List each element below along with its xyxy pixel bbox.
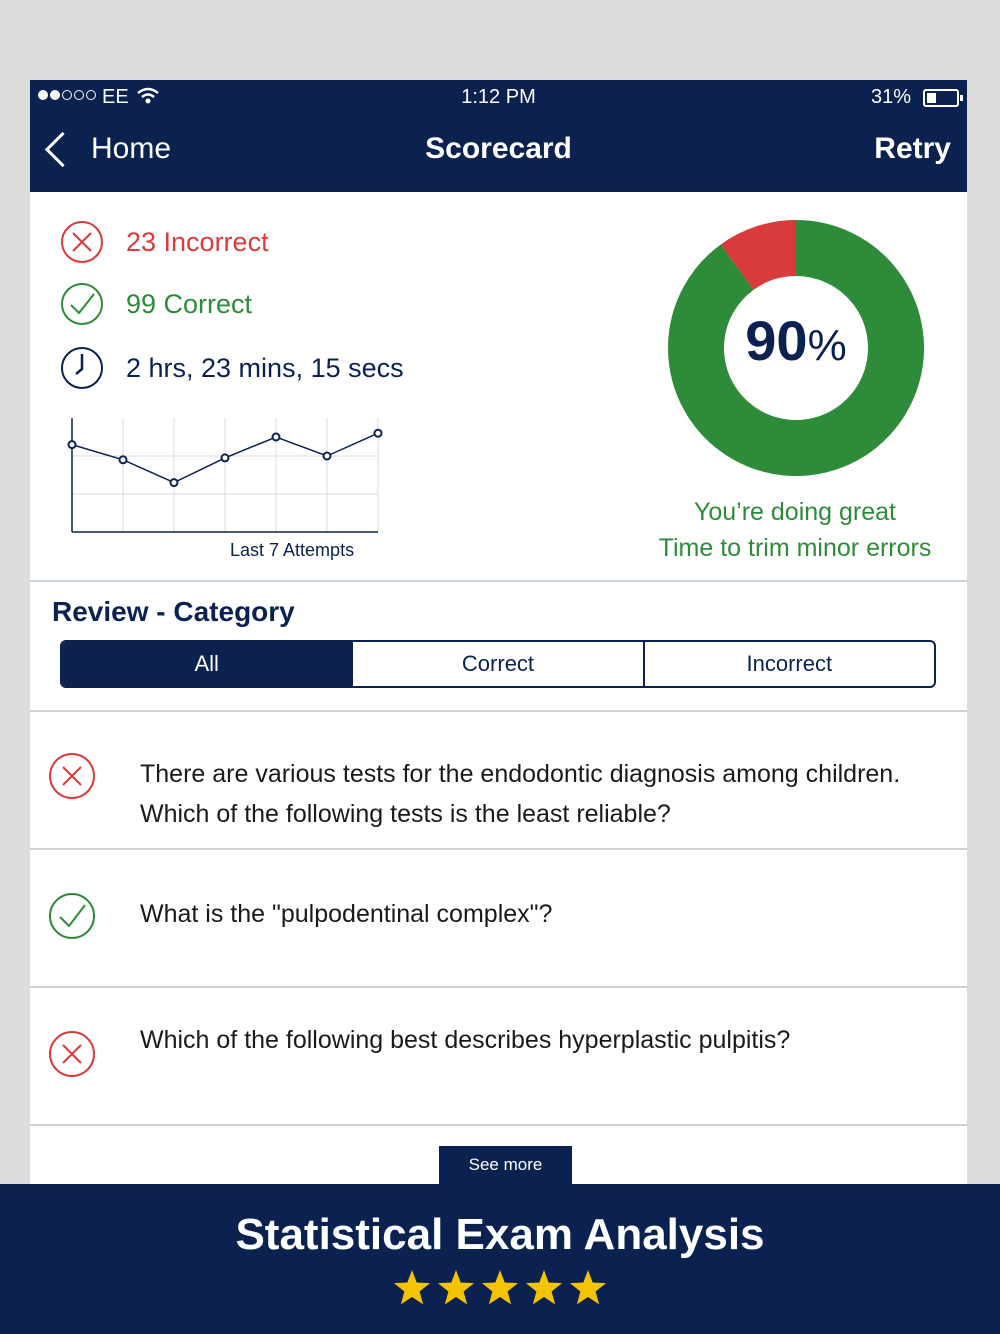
scorecard-screen xyxy=(30,80,967,1184)
page-title: Scorecard xyxy=(425,132,572,165)
section-divider xyxy=(30,580,967,582)
incorrect-count-row xyxy=(60,220,269,264)
incorrect-icon xyxy=(48,1030,96,1078)
praise-line-1: You’re doing great xyxy=(693,498,896,526)
question-text: What is the "pulpodentinal complex"? xyxy=(140,900,553,928)
promo-banner xyxy=(0,1184,1000,1334)
battery-percent: 31% xyxy=(870,86,911,108)
data-point xyxy=(69,441,76,448)
status-time: 1:12 PM xyxy=(461,86,536,108)
incorrect-icon xyxy=(48,752,96,800)
praise-line-2: Time to trim minor errors xyxy=(658,534,932,562)
question-row[interactable] xyxy=(30,848,967,988)
star-icon xyxy=(480,1268,520,1308)
question-text: Which of the following best describes hyperplastic pulpitis? xyxy=(140,1026,791,1054)
score-percentage xyxy=(668,308,924,373)
score-number: 90 xyxy=(745,309,808,372)
review-title: Review - Category xyxy=(52,596,295,627)
question-row[interactable] xyxy=(30,710,967,850)
data-point xyxy=(120,456,127,463)
status-bar xyxy=(30,80,967,118)
data-point xyxy=(171,479,178,486)
star-icon xyxy=(568,1268,608,1308)
nav-bar xyxy=(30,124,967,184)
question-row[interactable] xyxy=(30,986,967,1126)
clock-icon xyxy=(60,346,104,390)
header xyxy=(30,80,967,192)
list-end-divider xyxy=(30,1124,967,1126)
question-text: There are various tests for the endodontic diagnosis among children. Which of the following tests is the least reliable? xyxy=(140,760,901,828)
retry-button[interactable]: Retry xyxy=(874,132,951,165)
correct-circle-icon xyxy=(60,282,104,326)
review-filter-tabs xyxy=(60,640,936,688)
see-more-button[interactable]: See more xyxy=(439,1146,572,1184)
encouragement-text xyxy=(630,494,960,566)
data-point xyxy=(375,430,382,437)
battery-icon xyxy=(923,89,959,107)
back-label: Home xyxy=(91,132,172,165)
data-point xyxy=(222,454,229,461)
incorrect-circle-icon xyxy=(60,220,104,264)
data-point xyxy=(273,434,280,441)
tab-incorrect[interactable]: Incorrect xyxy=(746,651,833,676)
carrier-name: EE xyxy=(102,86,129,108)
banner-title: Statistical Exam Analysis xyxy=(235,1210,765,1259)
duration-row xyxy=(60,346,404,390)
tab-all[interactable]: All xyxy=(62,642,353,686)
star-icon xyxy=(392,1268,432,1308)
score-symbol: % xyxy=(807,321,847,370)
donut-slice-incorrect xyxy=(737,248,796,267)
incorrect-count: 23 Incorrect xyxy=(126,226,269,257)
correct-count: 99 Correct xyxy=(126,288,253,319)
correct-count-row xyxy=(60,282,252,326)
duration: 2 hrs, 23 mins, 15 secs xyxy=(126,352,404,383)
star-icon xyxy=(524,1268,564,1308)
chart-caption: Last 7 Attempts xyxy=(230,540,355,560)
tab-correct[interactable]: Correct xyxy=(353,642,644,686)
star-icon xyxy=(436,1268,476,1308)
correct-icon xyxy=(48,892,96,940)
rating-stars xyxy=(0,1268,1000,1308)
data-point xyxy=(324,453,331,460)
